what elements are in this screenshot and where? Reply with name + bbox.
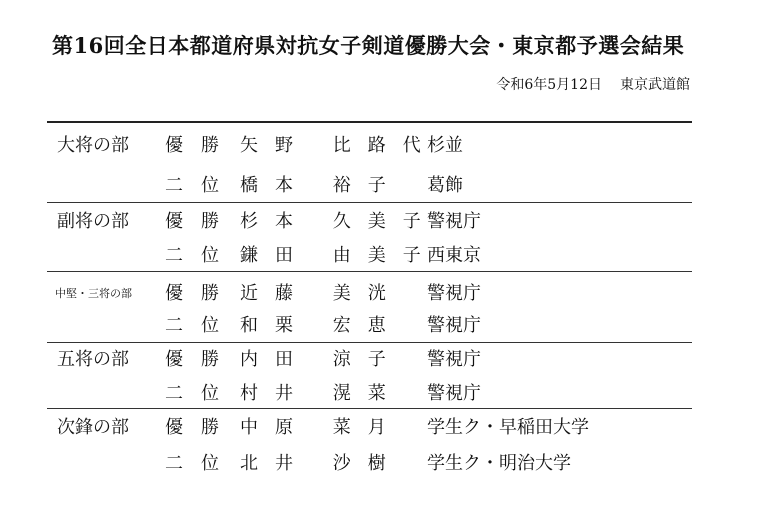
rank-cell: 優勝: [165, 349, 237, 370]
name-cell: 北井 沙樹: [240, 453, 403, 474]
division-divider: [47, 408, 692, 409]
division-divider: [47, 271, 692, 272]
table-row: [0, 131, 760, 161]
team-cell: 学生ク・明治大学: [427, 453, 571, 474]
table-row: [0, 413, 760, 443]
team-cell: 西東京: [427, 245, 481, 266]
table-row: [0, 449, 760, 479]
table-row: [0, 207, 760, 237]
event-venue: 東京武道館: [620, 77, 690, 93]
team-cell: 警視庁: [427, 211, 481, 232]
table-top-rule: [47, 121, 692, 123]
name-cell: 内田 涼子: [240, 349, 403, 370]
team-cell: 警視庁: [427, 383, 481, 404]
team-cell: 警視庁: [427, 349, 481, 370]
rank-cell: 二位: [165, 453, 237, 474]
rank-cell: 二位: [165, 245, 237, 266]
name-cell: 村井 滉菜: [240, 383, 403, 404]
page-title: 第16回全日本都道府県対抗女子剣道優勝大会・東京都予選会結果: [52, 33, 685, 58]
team-cell: 杉並: [427, 135, 463, 156]
name-cell: 和栗 宏恵: [240, 315, 403, 336]
name-cell: 矢野 比路代: [240, 135, 438, 156]
division-divider: [47, 342, 692, 343]
name-cell: 杉本 久美子: [240, 211, 438, 232]
table-row: [0, 171, 760, 201]
division-divider: [47, 202, 692, 203]
team-cell: 学生ク・早稲田大学: [427, 417, 589, 438]
rank-cell: 二位: [165, 315, 237, 336]
division-label: 大将の部: [57, 135, 129, 156]
name-cell: 橋本 裕子: [240, 175, 403, 196]
rank-cell: 二位: [165, 383, 237, 404]
rank-cell: 優勝: [165, 135, 237, 156]
event-date: 令和6年5月12日: [496, 77, 602, 93]
division-label: 中堅・三将の部: [55, 287, 132, 300]
division-label: 副将の部: [57, 211, 129, 232]
rank-cell: 優勝: [165, 283, 237, 304]
name-cell: 近藤 美洸: [240, 283, 403, 304]
table-row: [0, 311, 760, 341]
division-label: 五将の部: [57, 349, 129, 370]
division-label: 次鋒の部: [57, 417, 129, 438]
table-row: [0, 279, 760, 309]
event-info: [496, 74, 690, 94]
rank-cell: 優勝: [165, 417, 237, 438]
name-cell: 中原 菜月: [240, 417, 403, 438]
team-cell: 警視庁: [427, 283, 481, 304]
table-row: [0, 379, 760, 409]
rank-cell: 二位: [165, 175, 237, 196]
table-row: [0, 345, 760, 375]
rank-cell: 優勝: [165, 211, 237, 232]
team-cell: 葛飾: [427, 175, 463, 196]
table-row: [0, 241, 760, 271]
name-cell: 鎌田 由美子: [240, 245, 438, 266]
team-cell: 警視庁: [427, 315, 481, 336]
